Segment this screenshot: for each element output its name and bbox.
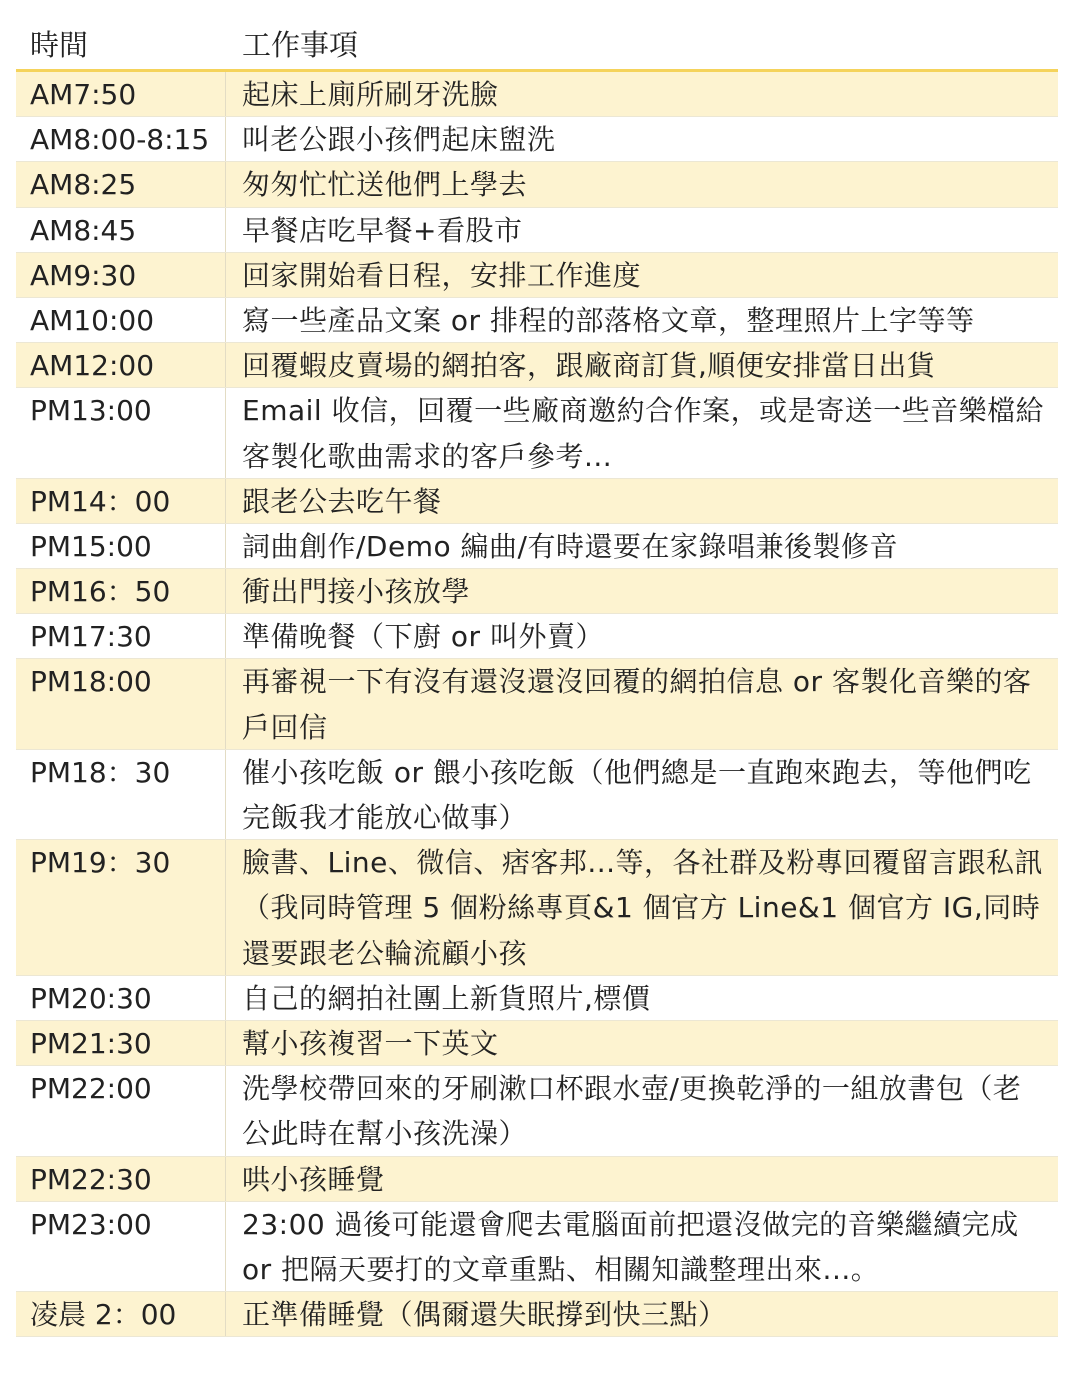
table-row xyxy=(16,1157,1058,1202)
task-column-header: 工作事項 xyxy=(242,28,359,62)
time-cell: PM21:30 xyxy=(16,1021,226,1065)
task-cell: 起床上廁所刷牙洗臉 xyxy=(242,78,499,111)
time-cell: 凌晨 2：00 xyxy=(16,1292,226,1336)
task-cell: 寫一些產品文案 or 排程的部落格文章，整理照片上字等等 xyxy=(242,303,975,337)
table-header xyxy=(16,22,1058,72)
task-cell: 臉書、Line、微信、痞客邦...等，各社群及粉專回覆留言跟私訊（我同時管理 5 個粉絲專頁&1 個官方 Line&1 個官方 IG,同時還要跟老公輪流顧小孩 xyxy=(242,846,1044,970)
task-cell: Email 收信，回覆一些廠商邀約合作案，或是寄送一些音樂檔給客製化歌曲需求的客戶參考... xyxy=(242,394,1045,473)
time-cell: AM9:30 xyxy=(16,253,226,297)
task-cell: 正準備睡覺（偶爾還失眠撐到快三點） xyxy=(242,1298,727,1332)
time-cell: AM10:00 xyxy=(16,298,226,342)
task-cell: 幫小孩複習一下英文 xyxy=(242,1027,499,1061)
time-cell: PM18：30 xyxy=(16,750,226,839)
time-cell: AM8:25 xyxy=(16,162,226,206)
time-cell: PM20:30 xyxy=(16,976,226,1020)
time-cell: AM8:45 xyxy=(16,208,226,252)
task-cell: 哄小孩睡覺 xyxy=(242,1162,385,1196)
time-cell: PM15:00 xyxy=(16,524,226,568)
table-row xyxy=(16,976,1058,1021)
table-row xyxy=(16,614,1058,659)
table-row xyxy=(16,162,1058,207)
table-row xyxy=(16,343,1058,388)
time-cell: PM22:30 xyxy=(16,1157,226,1201)
time-cell: PM19：30 xyxy=(16,840,226,975)
task-cell: 回家開始看日程，安排工作進度 xyxy=(242,258,642,292)
table-row xyxy=(16,1066,1058,1156)
task-cell: 衝出門接小孩放學 xyxy=(242,575,471,609)
time-cell: PM22:00 xyxy=(16,1066,226,1155)
task-cell: 回覆蝦皮賣場的網拍客，跟廠商訂貨,順便安排當日出貨 xyxy=(242,349,936,383)
table-row xyxy=(16,388,1058,478)
table-row xyxy=(16,1292,1058,1337)
task-cell: 叫老公跟小孩們起床盥洗 xyxy=(242,123,556,157)
time-cell: AM12:00 xyxy=(16,343,226,387)
time-cell: PM23:00 xyxy=(16,1202,226,1291)
schedule-table xyxy=(16,22,1058,1337)
task-cell: 催小孩吃飯 or 餵小孩吃飯（他們總是一直跑來跑去，等他們吃完飯我才能放心做事） xyxy=(242,755,1032,835)
task-cell: 詞曲創作/Demo 編曲/有時還要在家錄唱兼後製修音 xyxy=(242,529,898,563)
task-cell: 準備晚餐（下廚 or 叫外賣） xyxy=(242,620,604,654)
table-row xyxy=(16,72,1058,117)
table-row xyxy=(16,253,1058,298)
table-row xyxy=(16,479,1058,524)
table-row xyxy=(16,298,1058,343)
table-row xyxy=(16,1021,1058,1066)
time-cell: AM7:50 xyxy=(16,72,226,116)
task-cell: 洗學校帶回來的牙刷漱口杯跟水壺/更換乾淨的一組放書包（老公此時在幫小孩洗澡） xyxy=(242,1072,1022,1151)
table-row xyxy=(16,524,1058,569)
table-row xyxy=(16,659,1058,749)
time-cell: PM16：50 xyxy=(16,569,226,613)
time-cell: AM8:00-8:15 xyxy=(16,117,226,161)
table-row xyxy=(16,569,1058,614)
task-cell: 自己的網拍社團上新貨照片,標價 xyxy=(242,981,651,1015)
table-row xyxy=(16,208,1058,253)
task-cell: 匆匆忙忙送他們上學去 xyxy=(242,168,528,202)
table-row xyxy=(16,750,1058,840)
table-row xyxy=(16,840,1058,976)
table-row xyxy=(16,117,1058,162)
time-cell: PM17:30 xyxy=(16,614,226,658)
time-cell: PM13:00 xyxy=(16,388,226,477)
task-cell: 跟老公去吃午餐 xyxy=(242,484,442,518)
time-cell: PM18:00 xyxy=(16,659,226,748)
task-cell: 再審視一下有沒有還沒還沒回覆的網拍信息 or 客製化音樂的客戶回信 xyxy=(242,665,1032,744)
time-column-header: 時間 xyxy=(30,28,89,62)
task-cell: 早餐店吃早餐+看股市 xyxy=(242,213,523,247)
task-cell: 23:00 過後可能還會爬去電腦面前把還沒做完的音樂繼續完成 or 把隔天要打的文章重點、相關知識整理出來...。 xyxy=(242,1207,1019,1286)
table-row xyxy=(16,1202,1058,1292)
table-body xyxy=(16,72,1058,1337)
time-cell: PM14：00 xyxy=(16,479,226,523)
